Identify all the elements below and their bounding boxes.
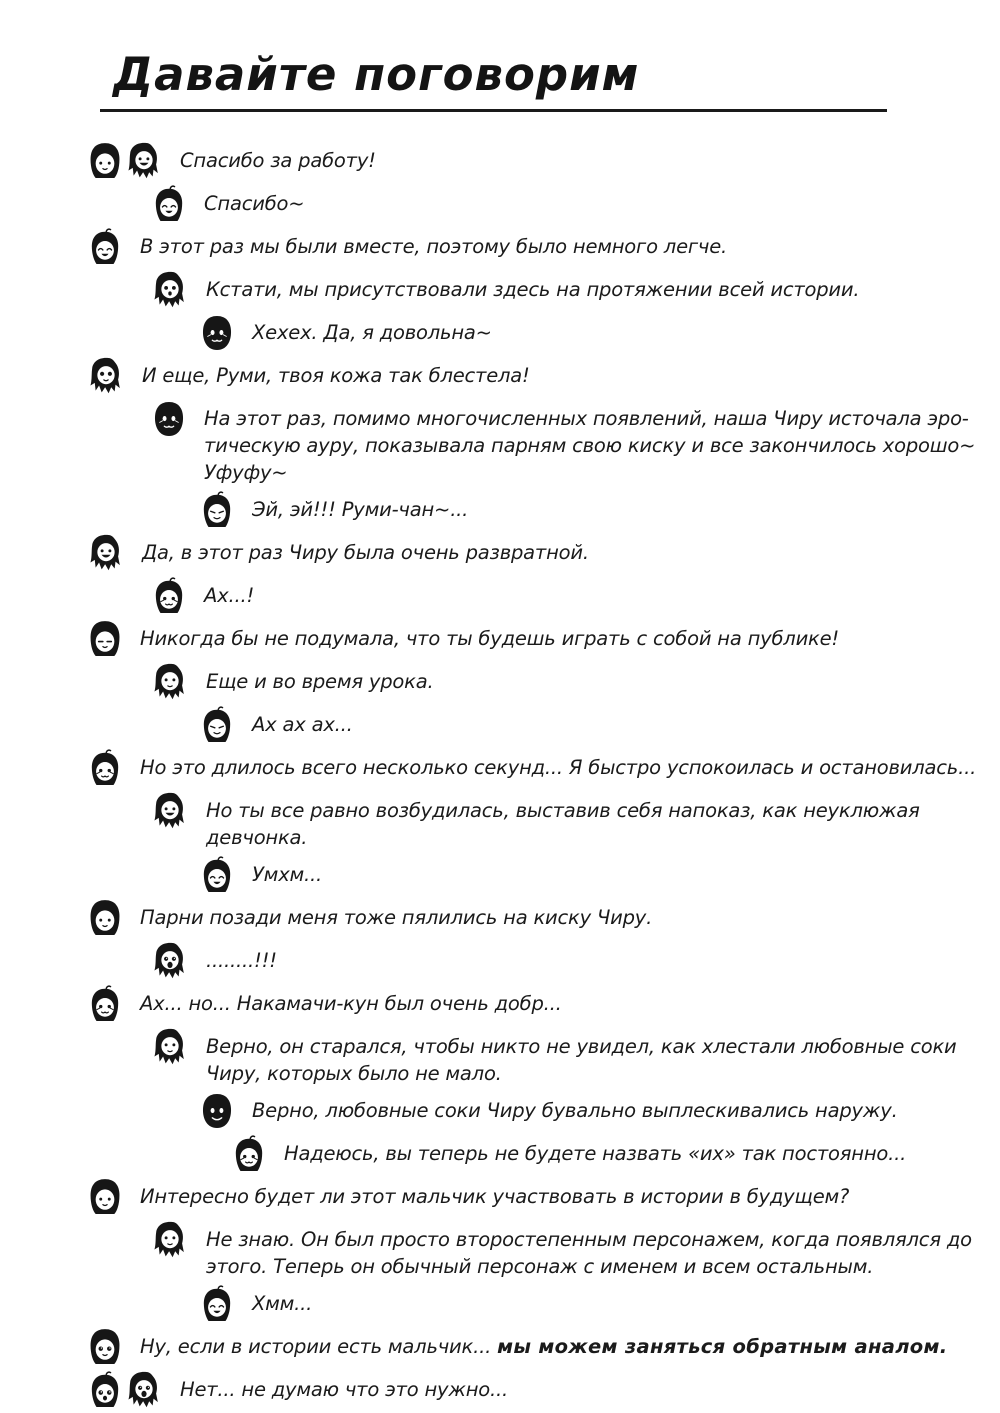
dialogue-row: [0, 491, 978, 529]
dialogue-row: [0, 314, 978, 352]
speaker-icons: [88, 620, 122, 658]
dialogue-row: [0, 899, 978, 937]
dialogue-row: [0, 706, 978, 744]
dialogue-text-block: [252, 496, 978, 523]
speaker-icons: [88, 899, 122, 937]
dialogue-text: ........!!!: [206, 948, 277, 972]
dialogue-text-block: [206, 1226, 978, 1280]
dialogue-text-block: [252, 861, 978, 888]
dialogue-text-block: [140, 1183, 978, 1210]
dialogue-row: [0, 228, 978, 266]
speaker-icons: [152, 577, 186, 615]
ahoge-girl-flustered-face-icon: [232, 1135, 266, 1173]
dialogue-text: Но это длилось всего несколько секунд... Я быстро успокоилась и остановилась...: [140, 755, 977, 779]
speaker-icons: [88, 534, 124, 572]
dialogue-row: [0, 1092, 978, 1130]
dialogue-row: [0, 1028, 978, 1087]
dialogue-row: [0, 942, 978, 980]
dialogue-text-block: [140, 625, 978, 652]
messy-hair-girl-surprised-face-icon: [152, 271, 188, 309]
speaker-icons: [200, 314, 234, 352]
dialogue-row: [0, 985, 978, 1023]
dialogue-text-block: [142, 539, 978, 566]
speaker-icons: [200, 491, 234, 529]
speaker-icons: [88, 142, 162, 180]
speaker-icons: [88, 228, 122, 266]
dialogue-text: Верно, любовные соки Чиру бувально выплескивались наружу.: [252, 1098, 898, 1122]
speaker-icons: [232, 1135, 266, 1173]
dialogue-text-block: [284, 1140, 978, 1167]
dialogue-text-block: [180, 1376, 978, 1403]
dialogue-text-block: [206, 797, 978, 851]
messy-hair-girl-grin-face-icon: [152, 792, 188, 830]
ahoge-girl-laughing-face-icon: [88, 228, 122, 266]
bob-girl-wide-eyes-face-icon: [88, 1328, 122, 1366]
dark-blushing-girl-face-icon: [200, 314, 234, 352]
dialogue-text-block: [140, 754, 978, 781]
bob-girl-calm-face-icon: [88, 142, 122, 180]
dialogue-text: Верно, он старался, чтобы никто не увидел, как хлестали любовные соки Чиру, которых было не мало.: [206, 1034, 957, 1085]
dialogue-row: [0, 1328, 978, 1366]
ahoge-girl-laughing-face-icon: [200, 1285, 234, 1323]
speaker-icons: [88, 985, 122, 1023]
dialogue-text-block: [206, 276, 978, 303]
dialogue-text: Нет... не думаю что это нужно...: [180, 1377, 508, 1401]
speaker-icons: [152, 271, 188, 309]
speaker-icons: [88, 357, 124, 395]
dialogue-text: На этот раз, помимо многочисленных появлений, наша Чиру источала эро-тическую ауру, показывала парням свою киску и все закончилось хорошо~ Уфуфу~: [204, 406, 976, 484]
dialogue-row: [0, 663, 978, 701]
dialogue-text: Ах... но... Накамачи-кун был очень добр...: [140, 991, 562, 1015]
dialogue-row: [0, 357, 978, 395]
dialogue-row: [0, 1135, 978, 1173]
speaker-icons: [152, 663, 188, 701]
speaker-icons: [152, 1028, 188, 1066]
dialogue-text: Ну, если в истории есть мальчик...: [140, 1334, 498, 1358]
dialogue-row: [0, 856, 978, 894]
dialogue-text: Спасибо за работу!: [180, 148, 376, 172]
dialogue-text-block: [206, 947, 978, 974]
ahoge-girl-scared-face-icon: [88, 1371, 122, 1409]
dialogue-text-block: [140, 1333, 978, 1360]
dialogue-text: Но ты все равно возбудилась, выставив себя напоказ, как неуклюжая девчонка.: [206, 798, 920, 849]
speaker-icons: [200, 856, 234, 894]
speaker-icons: [88, 749, 122, 787]
messy-hair-girl-shocked-face-icon: [152, 942, 188, 980]
dialogue-text-block: [142, 362, 978, 389]
dialogue-text-block: [252, 1097, 978, 1124]
dialogue-row: [0, 577, 978, 615]
dialogue-text-block: [252, 319, 978, 346]
dialogue-text: Никогда бы не подумала, что ты будешь играть с собой на публике!: [140, 626, 840, 650]
speaker-icons: [200, 1285, 234, 1323]
dialogue-row: [0, 400, 978, 486]
dialogue-text: Еще и во время урока.: [206, 669, 434, 693]
dialogue-row: [0, 749, 978, 787]
dark-smiling-girl-face-icon: [200, 1092, 234, 1130]
speaker-icons: [200, 706, 234, 744]
dialogue-text: Интересно будет ли этот мальчик участвовать в истории в будущем?: [140, 1184, 850, 1208]
dialogue-text-block: [140, 904, 978, 931]
ahoge-girl-happy-face-icon: [152, 185, 186, 223]
dialogue-text-block: [140, 990, 978, 1017]
dialogue-text: Ах...!: [204, 583, 255, 607]
dialogue-text-block: [204, 582, 978, 609]
messy-hair-girl-calm-face-icon: [152, 1221, 188, 1259]
dialogue-text: В этот раз мы были вместе, поэтому было немного легче.: [140, 234, 728, 258]
dialogue-row: [0, 534, 978, 572]
dialogue-row: [0, 142, 978, 180]
speaker-icons: [152, 792, 188, 830]
dialogue-text-block: [206, 1033, 978, 1087]
dialogue-text: Спасибо~: [204, 191, 305, 215]
dialogue-list: [0, 112, 1000, 1409]
dialogue-row: [0, 1221, 978, 1280]
speaker-icons: [200, 1092, 234, 1130]
speaker-icons: [88, 1178, 122, 1216]
dialogue-text: Эй, эй!!! Руми-чан~...: [252, 497, 469, 521]
dialogue-text: Кстати, мы присутствовали здесь на протяжении всей истории.: [206, 277, 860, 301]
dialogue-text: Хехех. Да, я довольна~: [252, 320, 492, 344]
dialogue-text: Парни позади меня тоже пялились на киску Чиру.: [140, 905, 653, 929]
messy-hair-girl-calm-face-icon: [152, 663, 188, 701]
messy-hair-girl-shocked-face-icon: [126, 1371, 162, 1409]
dialogue-text: Не знаю. Он был просто второстепенным персонажем, когда появлялся до этого. Теперь он обычный персонаж с именем и всем остальным.: [206, 1227, 972, 1278]
dialogue-text: Ах ах ах...: [252, 712, 353, 736]
ahoge-girl-annoyed-face-icon: [200, 706, 234, 744]
speaker-icons: [152, 400, 186, 438]
dialogue-text-block: [204, 405, 978, 486]
ahoge-girl-annoyed-face-icon: [200, 491, 234, 529]
dark-blushing-girl-face-icon: [152, 400, 186, 438]
dialogue-row: [0, 1285, 978, 1323]
dialogue-text-block: [180, 147, 978, 174]
dialogue-row: [0, 185, 978, 223]
ahoge-girl-flustered-face-icon: [88, 985, 122, 1023]
bob-girl-squint-face-icon: [88, 620, 122, 658]
ahoge-girl-flustered-face-icon: [88, 749, 122, 787]
dialogue-row: [0, 271, 978, 309]
dialogue-text: И еще, Руми, твоя кожа так блестела!: [142, 363, 530, 387]
speaker-icons: [88, 1328, 122, 1366]
page-header: [0, 0, 1000, 112]
messy-hair-girl-calm-face-icon: [152, 1028, 188, 1066]
dialogue-text-bold: мы можем заняться обратным аналом.: [497, 1334, 948, 1358]
speaker-icons: [152, 1221, 188, 1259]
bob-girl-calm-face-icon: [88, 1178, 122, 1216]
ahoge-girl-happy-face-icon: [200, 856, 234, 894]
dialogue-text-block: [204, 190, 978, 217]
dialogue-text-block: [206, 668, 978, 695]
messy-hair-girl-grin-face-icon: [88, 534, 124, 572]
dialogue-text: Умхм...: [252, 862, 323, 886]
dialogue-row: [0, 1178, 978, 1216]
dialogue-text-block: [140, 233, 978, 260]
bob-girl-calm-face-icon: [88, 899, 122, 937]
speaker-icons: [152, 185, 186, 223]
messy-hair-girl-wide-eyes-face-icon: [88, 357, 124, 395]
messy-hair-girl-grin-face-icon: [126, 142, 162, 180]
page-title: Давайте поговорим: [113, 48, 640, 101]
dialogue-text-block: [252, 1290, 978, 1317]
dialogue-row: [0, 792, 978, 851]
dialogue-text: Хмм...: [252, 1291, 313, 1315]
dialogue-row: [0, 1371, 978, 1409]
dialogue-text-block: [252, 711, 978, 738]
dialogue-row: [0, 620, 978, 658]
dialogue-text: Надеюсь, вы теперь не будете назвать «их» так постоянно...: [284, 1141, 907, 1165]
speaker-icons: [152, 942, 188, 980]
speaker-icons: [88, 1371, 162, 1409]
dialogue-text: Да, в этот раз Чиру была очень развратной.: [142, 540, 589, 564]
ahoge-girl-flustered-face-icon: [152, 577, 186, 615]
